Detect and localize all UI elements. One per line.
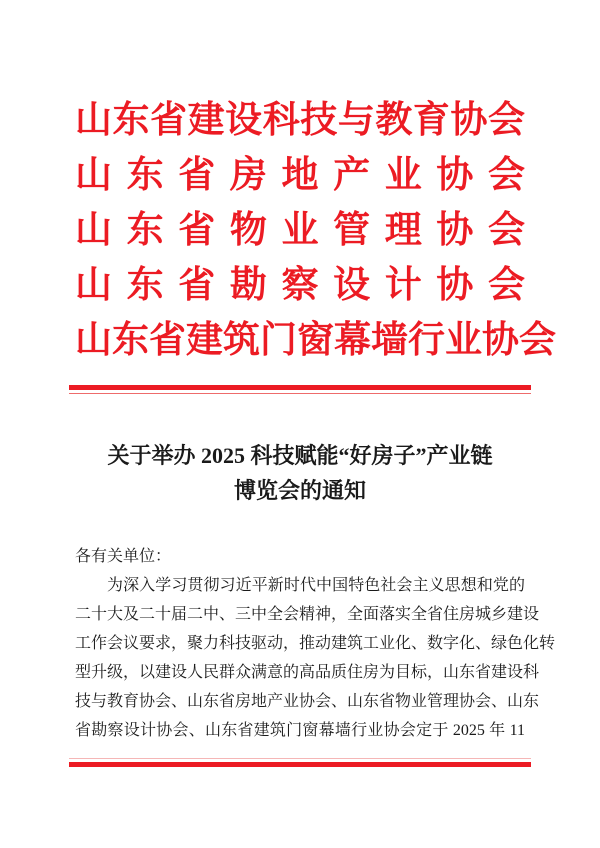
- body-text-line: 二十大及二十届二中、三中全会精神，全面落实全省住房城乡建设: [75, 606, 540, 623]
- association-name-line: 山东省物业管理协会: [75, 210, 525, 251]
- separator-thin-line: [69, 393, 531, 394]
- separator-thick-line: [69, 762, 531, 767]
- body-text-line: 工作会议要求，聚力科技驱动，推动建筑工业化、数字化、绿色化转: [75, 635, 556, 652]
- body-text: [75, 542, 556, 745]
- separator-thick-line: [69, 385, 531, 390]
- separator-thin-line: [69, 758, 531, 759]
- notice-title-line: 博览会的通知: [233, 478, 366, 503]
- association-name-line: 山东省房地产业协会: [75, 155, 525, 196]
- red-separator-bottom: [69, 758, 531, 767]
- notice-title: [0, 438, 600, 508]
- body-text-line: 技与教育协会、山东省房地产业协会、山东省物业管理协会、山东: [75, 693, 540, 710]
- body-text-line: 省勘察设计协会、山东省建筑门窗幕墙行业协会定于 2025 年 11: [75, 722, 525, 739]
- body-text-line: 为深入学习贯彻习近平新时代中国特色社会主义思想和党的: [107, 577, 525, 594]
- salutation: 各有关单位：: [75, 548, 172, 565]
- notice-title-line: 关于举办 2025 科技赋能“好房子”产业链: [107, 443, 493, 468]
- association-name-line: 山东省建筑门窗幕墙行业协会: [75, 320, 556, 361]
- body-text-line: 型升级，以建设人民群众满意的高品质住房为目标，山东省建设科: [75, 664, 540, 681]
- letterhead: [75, 0, 556, 368]
- association-name-line: 山东省勘察设计协会: [75, 265, 525, 306]
- association-name-line: 山东省建设科技与教育协会: [75, 100, 525, 141]
- red-separator-top: [69, 385, 531, 394]
